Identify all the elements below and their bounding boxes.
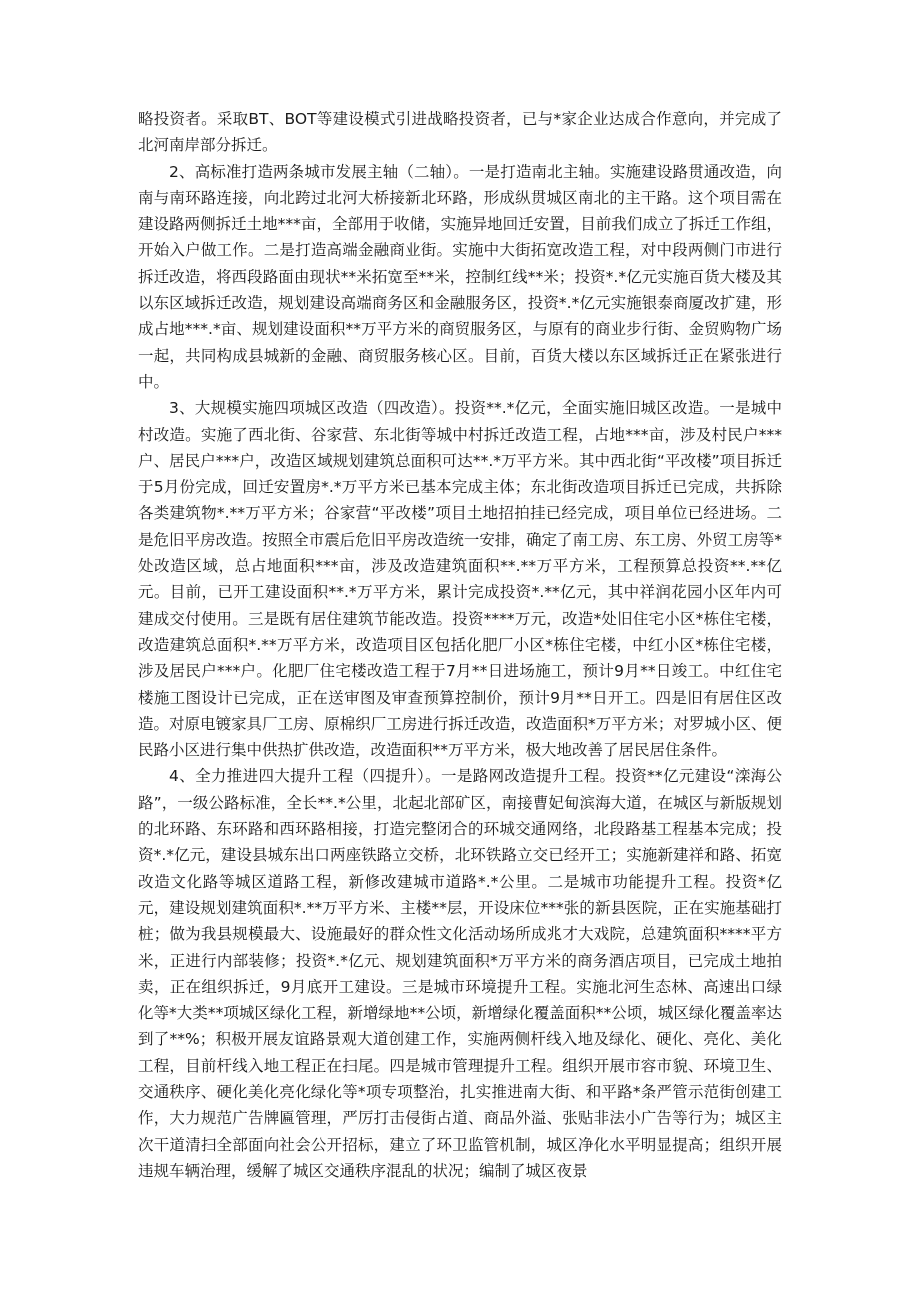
paragraph-continuation: 略投资者。采取BT、BOT等建设模式引进战略投资者，已与*家企业达成合作意向，并完成了北河南岸部分拆迁。 [138, 110, 782, 155]
document-page [138, 106, 782, 1184]
paragraph-four-renovations: 3、大规模实施四项城区改造（四改造）。投资**.*亿元，全面实施旧城区改造。一是城中村改造。实施了西北街、谷家营、东北街等城中村拆迁改造工程，占地***亩，涉及村民户***户、居民户***户，改造区域规划建筑总面积可达**.*万平方米。其中西北街“平改楼”项目拆迁于5月份完成，回迁安置房*.*万平方米已基本完成主体；东北街改造项目拆迁已完成，共拆除各类建筑物*.**万平方米；谷家营“平改楼”项目土地招拍挂已经完成，项目单位已经进场。二是危旧平房改造。按照全市震后危旧平房改造统一安排，确定了南工房、东工房、外贸工房等*处改造区域，总占地面积***亩，涉及改造建筑面积**.**万平方米，工程预算总投资**.**亿元。目前，已开工建设面积**.*万平方米，累计完成投资*.**亿元，其中祥润花园小区年内可建成交付使用。三是既有居住建筑节能改造。投资****万元，改造*处旧住宅小区*栋住宅楼，改造建筑总面积*.**万平方米，改造项目区包括化肥厂小区*栋住宅楼，中红小区*栋住宅楼，涉及居民户***户。化肥厂住宅楼改造工程于7月**日进场施工，预计9月**日竣工。中红住宅楼施工图设计已完成，正在送审图及审查预算控制价，预计9月**日开工。四是旧有居住区改造。对原电镀家具厂工房、原棉织厂工房进行拆迁改造，改造面积*万平方米；对罗城小区、便民路小区进行集中供热扩供改造，改造面积**万平方米，极大地改善了居民居住条件。 [138, 399, 782, 760]
paragraph-two-axes: 2、高标准打造两条城市发展主轴（二轴）。一是打造南北主轴。实施建设路贯通改造，向南与南环路连接，向北跨过北河大桥接新北环路，形成纵贯城区南北的主干路。这个项目需在建设路两侧拆迁土地***亩，全部用于收储，实施异地回迁安置，目前我们成立了拆迁工作组，开始入户做工作。二是打造高端金融商业街。实施中大街拓宽改造工程，对中段两侧门市进行拆迁改造，将西段路面由现状**米拓宽至**米，控制红线**米；投资*.*亿元实施百货大楼及其以东区域拆迁改造，规划建设高端商务区和金融服务区，投资*.*亿元实施银泰商厦改扩建，形成占地***.*亩、规划建设面积**万平方米的商贸服务区，与原有的商业步行街、金贸购物广场一起，共同构成县城新的金融、商贸服务核心区。目前，百货大楼以东区域拆迁正在紧张进行中。 [138, 162, 782, 391]
paragraph-four-upgrades: 4、全力推进四大提升工程（四提升）。一是路网改造提升工程。投资**亿元建设“滦海公路”，一级公路标准，全长**.*公里，北起北部矿区，南接曹妃甸滨海大道，在城区与新版规划的北环路、东环路和西环路相接，打造完整闭合的环城交通网络，北段路基工程基本完成；投资*.*亿元，建设县城东出口两座铁路立交桥，北环铁路立交已经开工；实施新建祥和路、拓宽改造文化路等城区道路工程，新修改建城市道路*.*公里。二是城市功能提升工程。投资*亿元，建设规划建筑面积*.**万平方米、主楼**层，开设床位***张的新县医院，正在实施基础打桩；做为我县规模最大、设施最好的群众性文化活动场所成兆才大戏院，总建筑面积****平方米，正进行内部装修；投资*.*亿元、规划建筑面积*万平方米的商务酒店项目，已完成土地拍卖，正在组织拆迁，9月底开工建设。三是城市环境提升工程。实施北河生态林、高速出口绿化等*大类**项城区绿化工程，新增绿地**公顷，新增绿化覆盖面积**公顷，城区绿化覆盖率达到了**%；积极开展友谊路景观大道创建工作，实施两侧杆线入地及绿化、硬化、亮化、美化工程，目前杆线入地工程正在扫尾。四是城市管理提升工程。组织开展市容市貌、环境卫生、交通秩序、硬化美化亮化绿化等*项专项整治，扎实推进南大街、和平路*条严管示范街创建工作，大力规范广告牌匾管理，严厉打击侵街占道、商品外溢、张贴非法小广告等行为；城区主次干道清扫全部面向社会公开招标，建立了环卫监管机制，城区净化水平明显提高；组织开展违规车辆治理，缓解了城区交通秩序混乱的状况；编制了城区夜景 [138, 767, 782, 1180]
